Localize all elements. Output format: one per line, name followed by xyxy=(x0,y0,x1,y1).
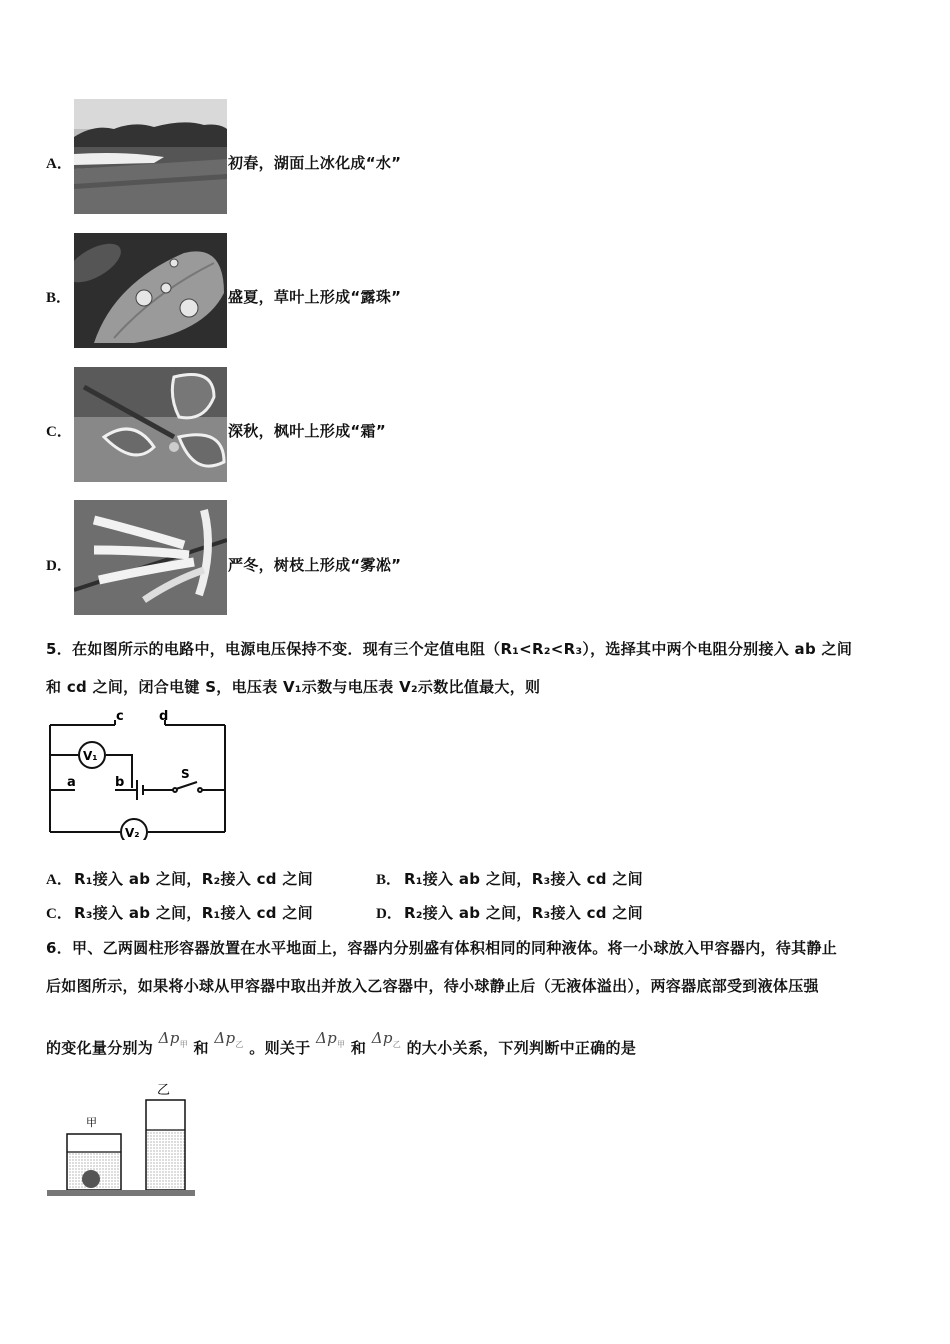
q5-option-a-label: A． xyxy=(46,872,72,888)
delta-p-yi-symbol: $\Delta p_乙$ xyxy=(214,1029,244,1049)
q5-option-b-text: R₁接入 ab 之间，R₃接入 cd 之间 xyxy=(404,870,643,888)
frost-leaf-photo-icon xyxy=(74,367,227,482)
option-d-text: 严冬，树枝上形成“雾凇” xyxy=(228,556,402,574)
voltmeter-v1-label: V₁ xyxy=(83,749,98,763)
q5-option-c-text: R₃接入 ab 之间，R₁接入 cd 之间 xyxy=(74,904,313,922)
label-a: a xyxy=(67,775,76,790)
q5-line1: 5．在如图所示的电路中，电源电压保持不变．现有三个定值电阻（R₁<R₂<R₃），选择其中两个电阻分别接入 ab 之间 xyxy=(46,640,853,658)
label-c: c xyxy=(116,710,124,724)
label-b: b xyxy=(115,775,125,790)
q6-line3 xyxy=(46,1029,637,1060)
q6-line3-b: 和 xyxy=(193,1039,209,1057)
containers-diagram xyxy=(45,1078,200,1202)
q6-line2: 后如图所示，如果将小球从甲容器中取出并放入乙容器中，待小球静止后（无液体溢出），两容器底部受到液体压强 xyxy=(46,977,819,995)
q5-option-b-label: B． xyxy=(376,872,402,888)
q5-option-c-label: C． xyxy=(46,906,72,922)
q5-line2: 和 cd 之间，闭合电键 S，电压表 V₁示数与电压表 V₂示数比值最大，则 xyxy=(46,678,541,696)
q6-line1: 6．甲、乙两圆柱形容器放置在水平地面上，容器内分别盛有体积相同的同种液体。将一小球放入甲容器内，待其静止 xyxy=(46,939,838,957)
option-a-text: 初春，湖面上冰化成“水” xyxy=(228,154,402,172)
option-b-text: 盛夏，草叶上形成“露珠” xyxy=(228,288,402,306)
q6-line3-e: 的大小关系，下列判断中正确的是 xyxy=(406,1039,637,1057)
voltmeter-v2-label: V₂ xyxy=(125,826,140,840)
rime-branch-photo-icon xyxy=(74,500,227,615)
container-jia-label: 甲 xyxy=(86,1116,97,1129)
q6-line3-c: 。则关于 xyxy=(249,1039,311,1057)
option-d-label: D． xyxy=(46,558,72,574)
q5-option-d-label: D． xyxy=(376,906,402,922)
option-c-text: 深秋，枫叶上形成“霜” xyxy=(228,422,387,440)
ground xyxy=(47,1190,195,1196)
container-yi-liquid xyxy=(146,1130,185,1190)
delta-p-jia-symbol-2: $\Delta p_甲$ xyxy=(316,1029,346,1049)
dew-leaf-photo-icon xyxy=(74,233,227,348)
q6-line3-d: 和 xyxy=(350,1039,367,1057)
option-a-label: A． xyxy=(46,156,72,172)
ball xyxy=(82,1170,100,1188)
q5-option-d-text: R₂接入 ab 之间，R₃接入 cd 之间 xyxy=(404,904,643,922)
label-s: S xyxy=(181,767,190,781)
lake-photo-icon xyxy=(74,99,227,214)
q5-option-a-text: R₁接入 ab 之间，R₂接入 cd 之间 xyxy=(74,870,313,888)
circuit-diagram xyxy=(45,710,230,840)
option-b-label: B． xyxy=(46,290,72,306)
container-yi-label: 乙 xyxy=(157,1083,171,1098)
delta-p-jia-symbol: $\Delta p_甲$ xyxy=(158,1029,188,1049)
delta-p-yi-symbol-2: $\Delta p_乙$ xyxy=(371,1029,402,1049)
label-d: d xyxy=(159,710,169,724)
option-c-label: C． xyxy=(46,424,72,440)
q6-line3-a: 的变化量分别为 xyxy=(46,1039,154,1057)
